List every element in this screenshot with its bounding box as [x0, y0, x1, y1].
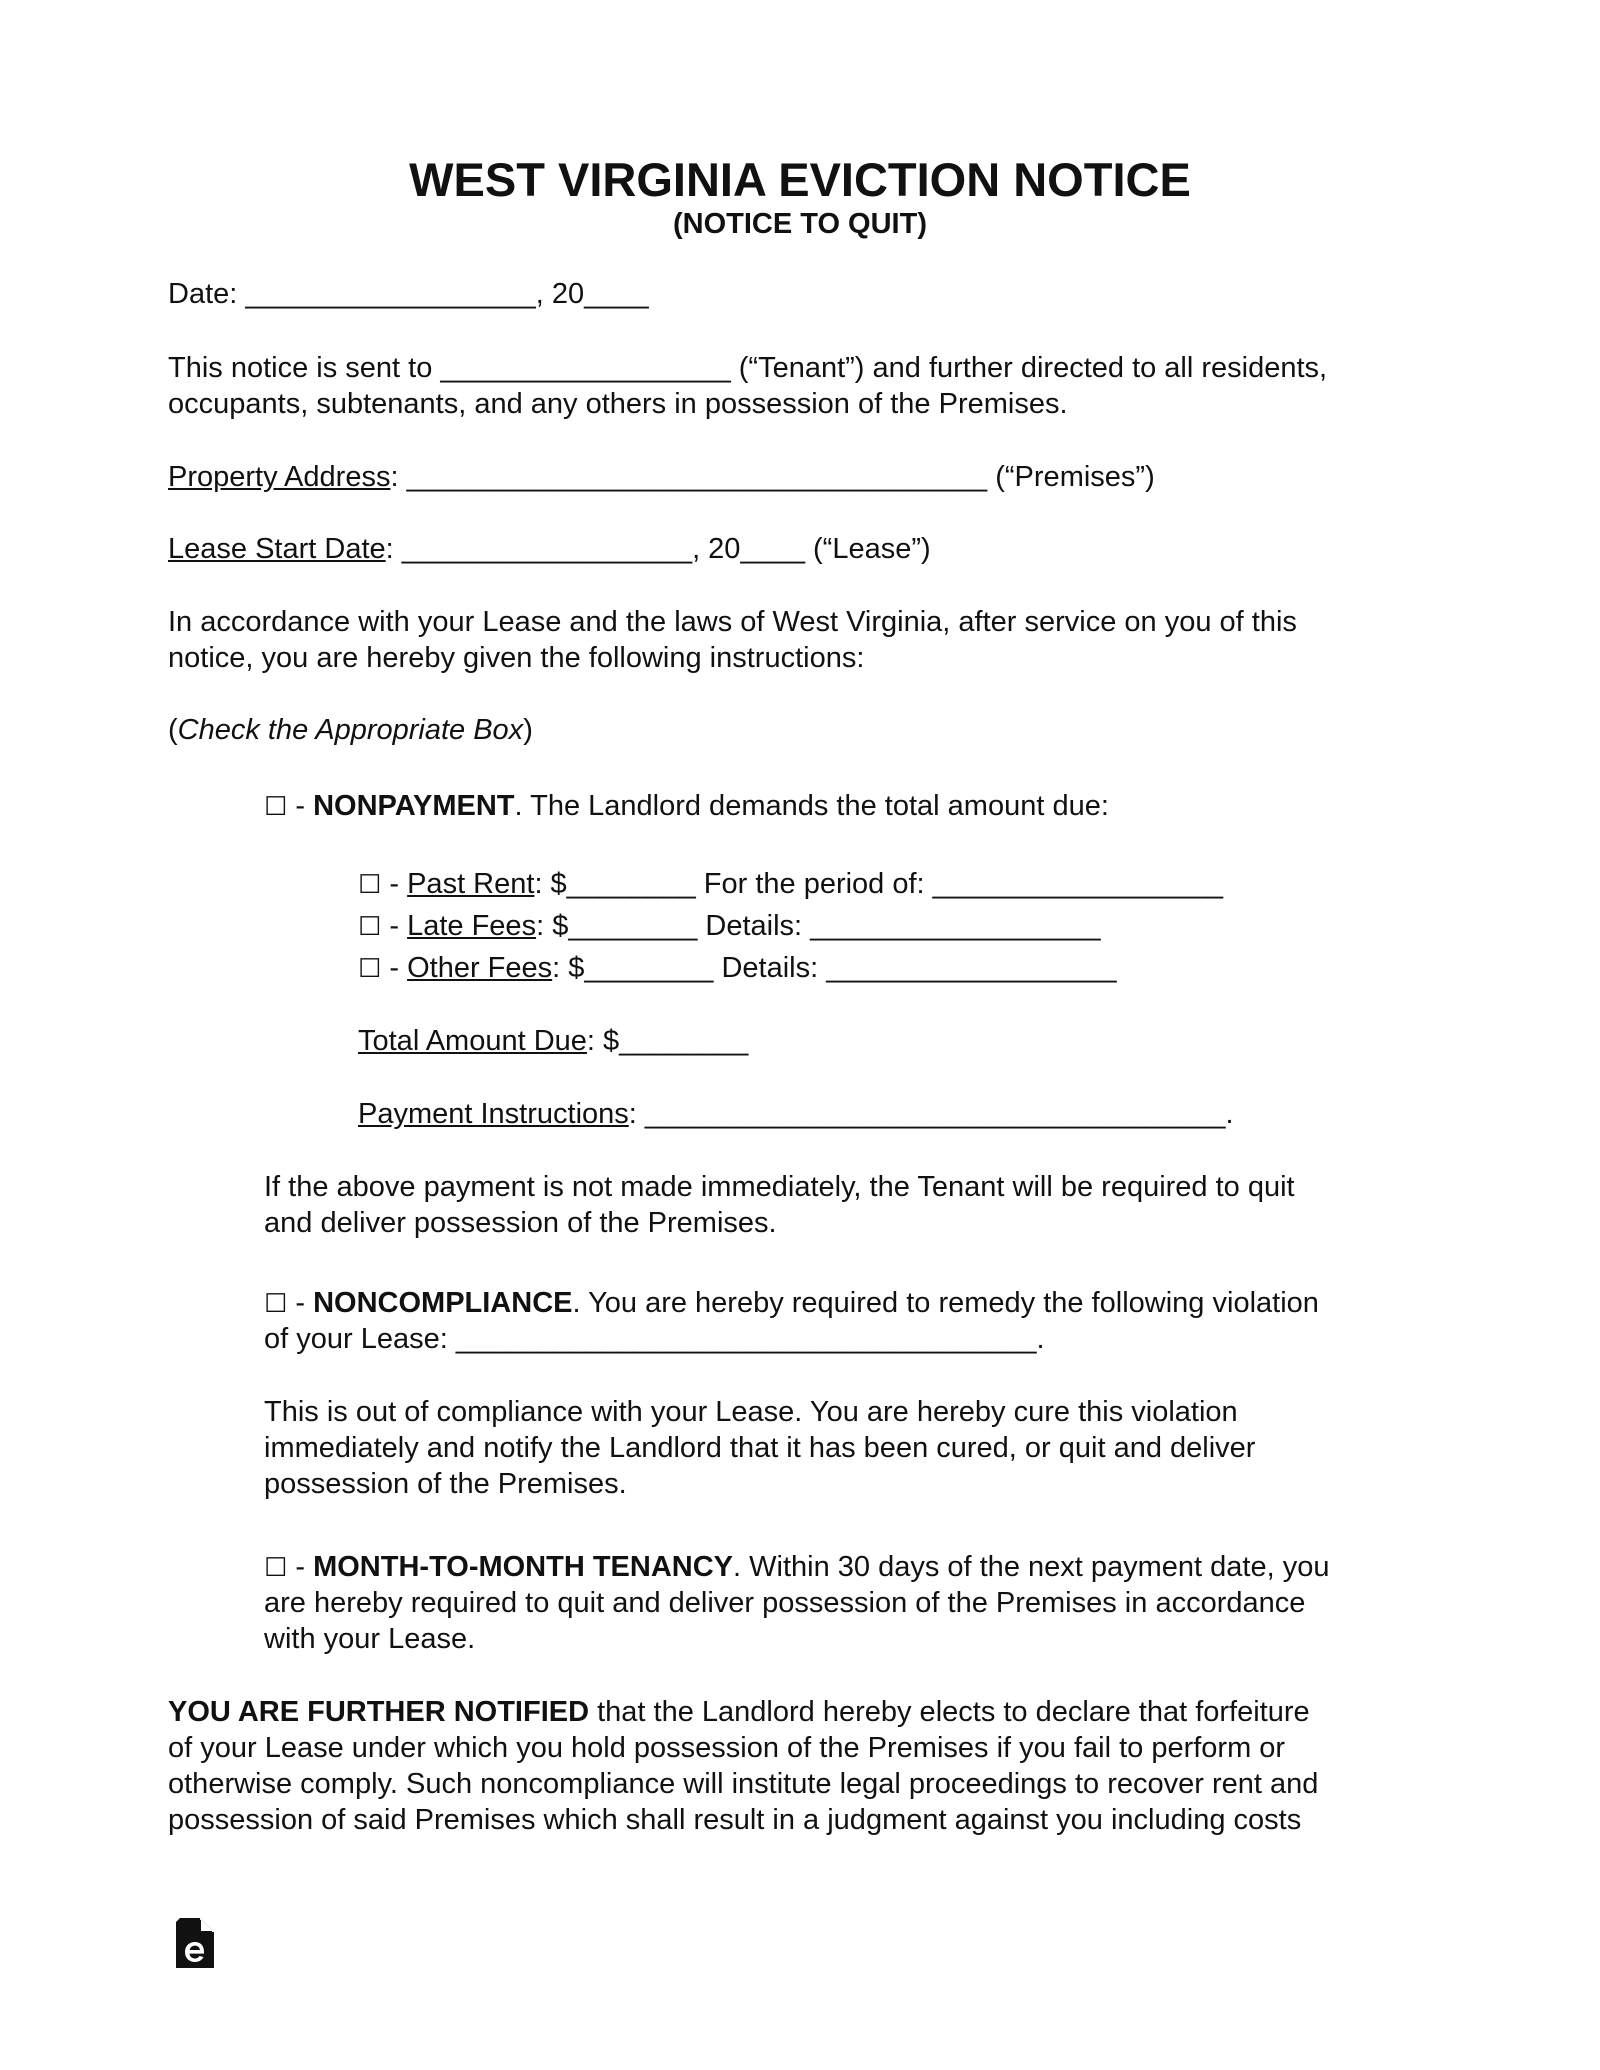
notice-to-line-2: occupants, subtenants, and any others in possession of the Premises.: [168, 388, 1068, 420]
other-fees-label: Other Fees: [407, 952, 553, 984]
month-to-month-line-2: are hereby required to quit and deliver possession of the Premises in accordance: [264, 1587, 1306, 1619]
nonpayment-after-line-2: and deliver possession of the Premises.: [264, 1207, 777, 1239]
nonpayment-option: ☐ - NONPAYMENT. The Landlord demands the total amount due:: [264, 790, 1109, 822]
month-to-month-option: ☐ - MONTH-TO-MONTH TENANCY. Within 30 days of the next payment date, you: [264, 1551, 1330, 1583]
nonpayment-text: . The Landlord demands the total amount due:: [514, 790, 1109, 822]
payment-instructions-label: Payment Instructions: [358, 1098, 629, 1130]
noncompliance-after-line-3: possession of the Premises.: [264, 1468, 627, 1500]
nonpayment-checkbox[interactable]: ☐: [264, 792, 288, 822]
date-year: , 20____: [535, 278, 649, 310]
late-fees-blank: : $________ Details: __________________: [536, 910, 1101, 942]
further-notified-line-3: otherwise comply. Such noncompliance will institute legal proceedings to recover rent and: [168, 1768, 1319, 1800]
noncompliance-after-line-1: This is out of compliance with your Lease. You are hereby cure this violation: [264, 1396, 1238, 1428]
noncompliance-after-line-2: immediately and notify the Landlord that it has been cured, or quit and deliver: [264, 1432, 1256, 1464]
date-blank: __________________: [245, 278, 536, 310]
further-notified-line-4: possession of said Premises which shall result in a judgment against you including costs: [168, 1804, 1302, 1836]
other-fees-item: ☐ - Other Fees: $________ Details: __________________: [358, 952, 1117, 984]
late-fees-label: Late Fees: [407, 910, 537, 942]
date-label: Date:: [168, 278, 238, 310]
other-fees-checkbox[interactable]: ☐: [358, 954, 382, 984]
property-address-label: Property Address: [168, 461, 391, 493]
other-fees-blank: : $________ Details: __________________: [552, 952, 1117, 984]
total-amount-blank: : $________: [586, 1025, 749, 1057]
property-address-blank: : ____________________________________ (“Premises”): [390, 461, 1155, 493]
total-amount-line: [358, 1023, 748, 1059]
noncompliance-checkbox[interactable]: ☐: [264, 1289, 288, 1319]
property-address-line: [168, 459, 1155, 495]
further-notified-line-1: [168, 1694, 1310, 1730]
month-to-month-text: . Within 30 days of the next payment date, you: [733, 1551, 1330, 1583]
nonpayment-after-line-1: If the above payment is not made immediately, the Tenant will be required to quit: [264, 1171, 1295, 1203]
past-rent-item: ☐ - Past Rent: $________ For the period of: __________________: [358, 868, 1223, 900]
document-subtitle: (NOTICE TO QUIT): [672, 208, 927, 240]
lease-start-line: [168, 531, 931, 567]
late-fees-item: ☐ - Late Fees: $________ Details: __________________: [358, 910, 1101, 942]
noncompliance-line-2: of your Lease: ____________________________________.: [264, 1323, 1045, 1355]
lease-start-blank: : __________________, 20____ (“Lease”): [385, 533, 931, 565]
check-box-text: Check the Appropriate Box: [177, 714, 524, 746]
lease-start-label: Lease Start Date: [168, 533, 386, 565]
payment-instructions-line: [358, 1096, 1234, 1132]
month-to-month-checkbox[interactable]: ☐: [264, 1553, 288, 1583]
notice-to-line-1: This notice is sent to __________________ (“Tenant”) and further directed to all residents,: [168, 352, 1328, 384]
noncompliance-option: ☐ - NONCOMPLIANCE. You are hereby required to remedy the following violation: [264, 1287, 1319, 1319]
further-notified-text: that the Landlord hereby elects to declare that forfeiture: [589, 1696, 1310, 1728]
past-rent-label: Past Rent: [407, 868, 535, 900]
accordance-line-2: notice, you are hereby given the following instructions:: [168, 642, 865, 674]
total-amount-label: Total Amount Due: [358, 1025, 587, 1057]
noncompliance-heading: NONCOMPLIANCE: [313, 1287, 573, 1319]
past-rent-checkbox[interactable]: ☐: [358, 870, 382, 900]
payment-instructions-blank: : ____________________________________.: [628, 1098, 1234, 1130]
month-to-month-line-3: with your Lease.: [264, 1623, 476, 1655]
nonpayment-heading: NONPAYMENT: [313, 790, 515, 822]
late-fees-checkbox[interactable]: ☐: [358, 912, 382, 942]
check-box-instruction: (Check the Appropriate Box): [168, 714, 533, 746]
month-to-month-heading: MONTH-TO-MONTH TENANCY: [313, 1551, 734, 1583]
document-title: WEST VIRGINIA EVICTION NOTICE: [409, 153, 1191, 206]
eforms-logo-icon: [176, 1918, 214, 1968]
further-notified-line-2: of your Lease under which you hold possession of the Premises if you fail to perform or: [168, 1732, 1286, 1764]
noncompliance-text: . You are hereby required to remedy the following violation: [572, 1287, 1319, 1319]
accordance-line-1: In accordance with your Lease and the laws of West Virginia, after service on you of this: [168, 606, 1297, 638]
date-line: [168, 276, 649, 312]
further-notified-heading: YOU ARE FURTHER NOTIFIED: [168, 1696, 590, 1728]
past-rent-blank: : $________ For the period of: __________________: [534, 868, 1223, 900]
